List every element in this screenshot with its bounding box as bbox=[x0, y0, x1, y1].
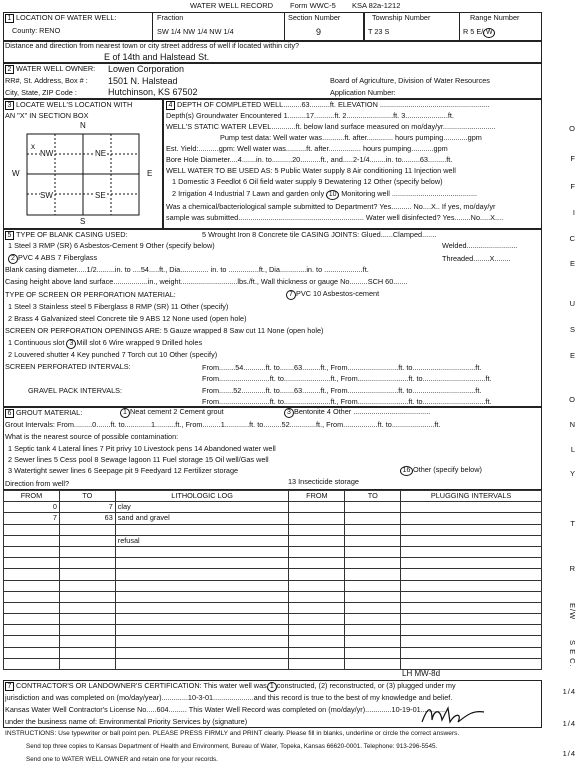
log-plug-to bbox=[345, 647, 401, 658]
address-label: RR#, St. Address, Box # : bbox=[5, 76, 88, 85]
table-row bbox=[4, 647, 542, 658]
col-lithologic-log: LITHOLOGIC LOG bbox=[115, 491, 289, 502]
section-7-heading: 7 CONTRACTOR'S OR LANDOWNER'S CERTIFICATION: This water well was 1 constructed, (2) reconstructed, or (3) plugged under my bbox=[5, 682, 456, 692]
log-lithology bbox=[115, 569, 289, 580]
log-plug-to bbox=[345, 558, 401, 569]
owner-name: Lowen Corporation bbox=[108, 64, 185, 74]
log-lithology bbox=[115, 602, 289, 613]
table-row bbox=[4, 625, 542, 636]
south-label: S bbox=[80, 217, 86, 226]
log-plug-from bbox=[289, 647, 345, 658]
grout-intervals: Grout Intervals: From.........0.......ft. to.............1..........ft., From.........1............ft. to.........52.............ft., From.................ft. to.....................ft. bbox=[5, 420, 441, 429]
side-i: I bbox=[572, 208, 576, 217]
screen-pvc: 7 PVC 10 Asbestos-cement bbox=[286, 290, 379, 300]
log-to bbox=[59, 591, 115, 602]
east-label: E bbox=[147, 169, 153, 178]
contamination-options-2: 2 Sewer lines 5 Cess pool 8 Sewage lagoon 11 Fuel storage 15 Oil well/Gas well bbox=[8, 455, 269, 464]
casing-types-1: 1 Steel 3 RMP (SR) 6 Asbestos-Cement 9 Other (specify below) bbox=[8, 241, 215, 250]
section-5-heading: 5 TYPE OF BLANK CASING USED: bbox=[5, 231, 128, 240]
screen-materials-2: 2 Brass 4 Galvanized steel Concrete tile 9 ABS 12 None used (open hole) bbox=[8, 314, 247, 323]
contractor-signature bbox=[418, 702, 488, 728]
log-to bbox=[59, 636, 115, 647]
table-row bbox=[4, 558, 542, 569]
log-plug-interval bbox=[401, 558, 542, 569]
log-lithology bbox=[115, 614, 289, 625]
application-number: Application Number: bbox=[330, 88, 396, 97]
gravel-pack-interval-2: From.........................ft. to.......................ft., From.........................ft. to...............................ft. bbox=[202, 397, 492, 406]
log-plug-to bbox=[345, 513, 401, 524]
screen-material-heading: TYPE OF SCREEN OR PERFORATION MATERIAL: bbox=[5, 290, 176, 299]
section-6-heading: 6 GROUT MATERIAL: bbox=[5, 409, 82, 418]
log-from bbox=[4, 591, 60, 602]
log-plug-from bbox=[289, 502, 345, 513]
side-y: Y bbox=[569, 469, 576, 478]
log-plug-from bbox=[289, 636, 345, 647]
col-from-2: FROM bbox=[289, 491, 345, 502]
table-row bbox=[4, 658, 542, 669]
threaded: Threaded........X........ bbox=[442, 254, 511, 263]
openings-1: 1 Continuous slot 3 Mill slot 6 Wire wrapped 9 Drilled holes bbox=[8, 338, 203, 347]
side-sec: S E C. bbox=[568, 640, 577, 668]
log-from: 0 bbox=[4, 502, 60, 513]
table-row bbox=[4, 602, 542, 613]
section-grid bbox=[25, 132, 141, 217]
contamination-other: 16 Other (specify below) bbox=[400, 466, 482, 476]
distance-value: E of 14th and Halstead St. bbox=[104, 52, 210, 62]
log-plug-from bbox=[289, 535, 345, 546]
log-plug-interval bbox=[401, 513, 542, 524]
log-plug-interval bbox=[401, 602, 542, 613]
log-from bbox=[4, 569, 60, 580]
water-use-heading: WELL WATER TO BE USED AS: 5 Public Water supply 8 Air conditioning 11 Injection well bbox=[166, 166, 456, 175]
table-row bbox=[4, 513, 542, 524]
log-plug-interval bbox=[401, 614, 542, 625]
log-plug-from bbox=[289, 580, 345, 591]
address-value: 1501 N. Halstead bbox=[108, 76, 178, 86]
pump-test: Pump test data: Well water was...........ft. after............. hours pumping............gpm bbox=[220, 133, 482, 142]
side-f2: F bbox=[570, 182, 576, 191]
log-to bbox=[59, 647, 115, 658]
log-lithology bbox=[115, 647, 289, 658]
side-f: F bbox=[570, 154, 576, 163]
section-3-instruction: AN "X" IN SECTION BOX bbox=[5, 111, 89, 120]
log-plug-interval bbox=[401, 636, 542, 647]
ksa-citation: KSA 82a-1212 bbox=[352, 1, 401, 10]
log-plug-interval bbox=[401, 625, 542, 636]
distance-label: Distance and direction from nearest town or city street address of well if located within city? bbox=[5, 41, 300, 50]
casing-types-2: 2 PVC 4 ABS 7 Fiberglass bbox=[8, 254, 97, 264]
log-lithology bbox=[115, 546, 289, 557]
log-plug-from bbox=[289, 625, 345, 636]
log-plug-interval bbox=[401, 502, 542, 513]
col-to-2: TO bbox=[345, 491, 401, 502]
log-to bbox=[59, 580, 115, 591]
well-mark-x: x bbox=[31, 142, 35, 151]
log-to bbox=[59, 569, 115, 580]
water-use-options-1: 1 Domestic 3 Feedlot 6 Oil field water supply 9 Dewatering 12 Other (specify below) bbox=[172, 177, 443, 186]
section-number-label: Section Number bbox=[288, 13, 341, 22]
log-from: 7 bbox=[4, 513, 60, 524]
township-label: Township Number bbox=[372, 13, 431, 22]
screen-materials-1: 1 Steel 3 Stainless steel 5 Fiberglass 8 RMP (SR) 11 Other (specify) bbox=[8, 302, 229, 311]
table-row bbox=[4, 614, 542, 625]
log-plug-from bbox=[289, 658, 345, 669]
mill-slot-circled: 3 bbox=[66, 339, 76, 349]
log-lithology bbox=[115, 558, 289, 569]
monitoring-well-id: LH MW-8d bbox=[402, 669, 441, 678]
log-lithology bbox=[115, 636, 289, 647]
range-label: Range Number bbox=[470, 13, 520, 22]
log-plug-from bbox=[289, 558, 345, 569]
static-level: WELL'S STATIC WATER LEVEL............ft. below land surface measured on mo/day/yr.......................... bbox=[166, 122, 496, 131]
range-value: R 5 E/ W bbox=[463, 28, 495, 38]
col-to: TO bbox=[59, 491, 115, 502]
blank-casing-diameter: Blank casing diameter.....1/2.........in. to ....54.....ft., Dia.............. in. to ...............ft., Dia.............in. to ...................ft. bbox=[5, 265, 369, 274]
log-to bbox=[59, 558, 115, 569]
log-plug-to bbox=[345, 625, 401, 636]
contamination-options-1: 1 Septic tank 4 Lateral lines 7 Pit privy 10 Livestock pens 14 Abandoned water well bbox=[8, 444, 276, 453]
ne-label: NE bbox=[95, 149, 107, 158]
side-ew: E/W bbox=[568, 603, 577, 621]
bore-hole: Bore Hole Diameter....4.......in. to..........20..........ft., and.....2-1/4........in. to.........63.........ft. bbox=[166, 155, 453, 164]
log-from bbox=[4, 625, 60, 636]
license-number: Kansas Water Well Contractor's License No.....604......... This Water Well Record was completed on (mo/day/yr).............10-19-01............. bbox=[5, 705, 448, 714]
log-plug-interval bbox=[401, 546, 542, 557]
side-o: O bbox=[569, 124, 576, 133]
form-number: Form WWC-5 bbox=[290, 1, 336, 10]
insecticide-storage: 13 Insecticide storage bbox=[288, 477, 359, 486]
contamination-options-3: 3 Watertight sewer lines 6 Seepage pit 9 Feedyard 12 Fertilizer storage bbox=[8, 466, 239, 475]
log-to bbox=[59, 625, 115, 636]
groundwater-depths: Depth(s) Groundwater Encountered 1.........17..........ft. 2.......................ft. 3.....................ft. bbox=[166, 111, 454, 120]
other-16-circled: 16 bbox=[400, 466, 413, 476]
range-west-circled: W bbox=[483, 28, 495, 38]
city-value: Hutchinson, KS 67502 bbox=[108, 87, 198, 97]
send-copies: Send top three copies to Kansas Department of Health and Environment, Bureau of Water, Topeka, Kansas 66620-0001. Telephone: 913-296-5545. bbox=[26, 743, 438, 750]
side-e: E bbox=[569, 259, 576, 268]
casing-pvc-circled: 2 bbox=[8, 254, 18, 264]
log-to bbox=[59, 614, 115, 625]
chemical-sample: Was a chemical/bacteriological sample submitted to Department? Yes.......... No....X.. If yes, mo/day/yr bbox=[166, 202, 496, 211]
side-n: N bbox=[569, 420, 576, 429]
log-from bbox=[4, 647, 60, 658]
side-t: T bbox=[570, 519, 576, 528]
use-10-circled: 10 bbox=[326, 190, 339, 200]
log-from bbox=[4, 580, 60, 591]
log-plug-from bbox=[289, 524, 345, 535]
log-plug-interval bbox=[401, 524, 542, 535]
log-lithology bbox=[115, 625, 289, 636]
side-quarter-2: 1/4 bbox=[562, 719, 576, 728]
section-number-value: 9 bbox=[316, 27, 322, 37]
side-u: U bbox=[569, 299, 576, 308]
col-from: FROM bbox=[4, 491, 60, 502]
log-plug-to bbox=[345, 602, 401, 613]
perforated-heading: SCREEN PERFORATED INTERVALS: bbox=[5, 362, 131, 371]
log-plug-to bbox=[345, 546, 401, 557]
side-e2: E bbox=[569, 351, 576, 360]
log-plug-to bbox=[345, 636, 401, 647]
log-plug-from bbox=[289, 614, 345, 625]
side-c: C bbox=[569, 234, 576, 243]
log-from bbox=[4, 524, 60, 535]
openings-heading: SCREEN OR PERFORATION OPENINGS ARE: 5 Gauze wrapped 8 Saw cut 11 None (open hole) bbox=[5, 326, 324, 335]
sample-submitted: sample was submitted.............................................................. Water well disinfected? Yes........No.....X.... bbox=[166, 213, 504, 222]
log-plug-from bbox=[289, 513, 345, 524]
side-r: R bbox=[569, 564, 576, 573]
sw-label: SW bbox=[40, 191, 53, 200]
water-use-options-2: 2 Irrigation 4 Industrial 7 Lawn and garden only 10 Monitoring well .......................................... bbox=[172, 189, 478, 198]
log-plug-interval bbox=[401, 569, 542, 580]
nw-label: NW bbox=[40, 149, 54, 158]
north-label: N bbox=[80, 121, 86, 130]
table-row bbox=[4, 546, 542, 557]
table-row bbox=[4, 524, 542, 535]
send-owner: Send one to WATER WELL OWNER and retain one for your records. bbox=[26, 756, 218, 763]
log-from bbox=[4, 636, 60, 647]
section-1-heading: 1 LOCATION OF WATER WELL: bbox=[5, 14, 116, 23]
gravel-pack-interval-1: From.......52............ft. to.......63.........ft., From.........................ft. to...............................ft. bbox=[202, 386, 482, 395]
log-header-row bbox=[4, 491, 542, 502]
casing-height: Casing height above land surface.................in., weight............................lbs./ft., Wall thickness or gauge No.........SCH 60....... bbox=[5, 277, 408, 286]
table-row bbox=[4, 636, 542, 647]
log-to bbox=[59, 535, 115, 546]
west-label: W bbox=[12, 169, 20, 178]
township-value: T 23 S bbox=[368, 27, 390, 36]
side-o2: O bbox=[569, 395, 576, 404]
section-3-heading: 3 LOCATE WELL'S LOCATION WITH bbox=[5, 101, 132, 110]
casing-joints: 5 Wrought Iron 8 Concrete tile CASING JOINTS: Glued......Clamped....... bbox=[202, 230, 437, 239]
log-plug-interval bbox=[401, 535, 542, 546]
log-lithology bbox=[115, 580, 289, 591]
side-quarter-3: 1/4 bbox=[562, 749, 576, 758]
board-text: Board of Agriculture, Division of Water Resources bbox=[330, 76, 490, 85]
log-plug-to bbox=[345, 614, 401, 625]
col-plugging-intervals: PLUGGING INTERVALS bbox=[401, 491, 542, 502]
se-label: SE bbox=[95, 191, 106, 200]
log-to: 63 bbox=[59, 513, 115, 524]
log-plug-to bbox=[345, 524, 401, 535]
log-lithology bbox=[115, 591, 289, 602]
table-row bbox=[4, 502, 542, 513]
log-plug-from bbox=[289, 569, 345, 580]
instructions: INSTRUCTIONS: Use typewriter or ball point pen. PLEASE PRESS FIRMLY and PRINT clearly. Please fill in blanks, underline or circle the correct answers. bbox=[5, 730, 460, 737]
constructed-circled: 1 bbox=[267, 682, 277, 692]
log-plug-to bbox=[345, 569, 401, 580]
log-to bbox=[59, 546, 115, 557]
side-s: S bbox=[569, 325, 576, 334]
log-plug-interval bbox=[401, 658, 542, 669]
fraction-value: SW 1/4 NW 1/4 NW 1/4 bbox=[157, 27, 234, 36]
welded: Welded......................... bbox=[442, 241, 518, 250]
log-plug-interval bbox=[401, 580, 542, 591]
contamination-heading: What is the nearest source of possible contamination: bbox=[5, 432, 179, 441]
log-to bbox=[59, 602, 115, 613]
log-lithology bbox=[115, 658, 289, 669]
lithologic-log-table bbox=[3, 490, 542, 670]
fraction-label: Fraction bbox=[157, 13, 184, 22]
county: County: RENO bbox=[12, 26, 61, 35]
log-from bbox=[4, 546, 60, 557]
log-plug-to bbox=[345, 580, 401, 591]
screen-pvc-circled: 7 bbox=[286, 290, 296, 300]
log-plug-from bbox=[289, 591, 345, 602]
log-from bbox=[4, 602, 60, 613]
log-from bbox=[4, 614, 60, 625]
perforated-interval-1: From........54...........ft. to.......63.........ft., From.........................ft. to...............................ft. bbox=[202, 363, 482, 372]
side-quarter-1: 1/4 bbox=[562, 687, 576, 696]
log-plug-from bbox=[289, 602, 345, 613]
log-to bbox=[59, 524, 115, 535]
estimated-yield: Est. Yield:..........gpm: Well water was..........ft. after................ hours pumping...........gpm bbox=[166, 144, 448, 153]
table-row bbox=[4, 535, 542, 546]
neat-cement-circled: 1 bbox=[120, 408, 130, 418]
city-label: City, State, ZIP Code : bbox=[5, 88, 77, 97]
bentonite-circled: 3 bbox=[284, 408, 294, 418]
log-plug-interval bbox=[401, 647, 542, 658]
grout-options-2: 3 Bentonite 4 Other ...................................... bbox=[284, 408, 430, 418]
log-lithology bbox=[115, 524, 289, 535]
log-from bbox=[4, 658, 60, 669]
business-name: under the business name of: Environmental Priority Services by (signature) bbox=[5, 717, 248, 726]
direction-from-well: Direction from well? bbox=[5, 479, 70, 488]
log-lithology: clay bbox=[115, 502, 289, 513]
log-from bbox=[4, 535, 60, 546]
side-l: L bbox=[570, 445, 576, 454]
log-to bbox=[59, 658, 115, 669]
form-title: WATER WELL RECORD bbox=[190, 1, 274, 10]
completion-date: jurisdiction and was completed on (mo/day/year).............10-3-01....................and this record is true to the best of my knowledge and belief. bbox=[5, 693, 453, 702]
log-lithology: sand and gravel bbox=[115, 513, 289, 524]
perforated-interval-2: From.........................ft. to.......................ft., From.........................ft. to...............................ft. bbox=[202, 374, 492, 383]
table-row bbox=[4, 569, 542, 580]
gravel-pack-heading: GRAVEL PACK INTERVALS: bbox=[28, 386, 123, 395]
log-from bbox=[4, 558, 60, 569]
log-plug-interval bbox=[401, 591, 542, 602]
section-4-heading: 4 DEPTH OF COMPLETED WELL.........63..........ft. ELEVATION ...................................................... bbox=[166, 101, 489, 110]
table-row bbox=[4, 580, 542, 591]
log-plug-from bbox=[289, 546, 345, 557]
log-plug-to bbox=[345, 535, 401, 546]
openings-2: 2 Louvered shutter 4 Key punched 7 Torch cut 10 Other (specify) bbox=[8, 350, 218, 359]
log-lithology: refusal bbox=[115, 535, 289, 546]
log-plug-to bbox=[345, 502, 401, 513]
log-plug-to bbox=[345, 658, 401, 669]
log-plug-to bbox=[345, 591, 401, 602]
section-2-heading: 2 WATER WELL OWNER: bbox=[5, 65, 95, 74]
table-row bbox=[4, 591, 542, 602]
log-to: 7 bbox=[59, 502, 115, 513]
grout-options-1: 1 Neat cement 2 Cement grout bbox=[120, 408, 224, 418]
